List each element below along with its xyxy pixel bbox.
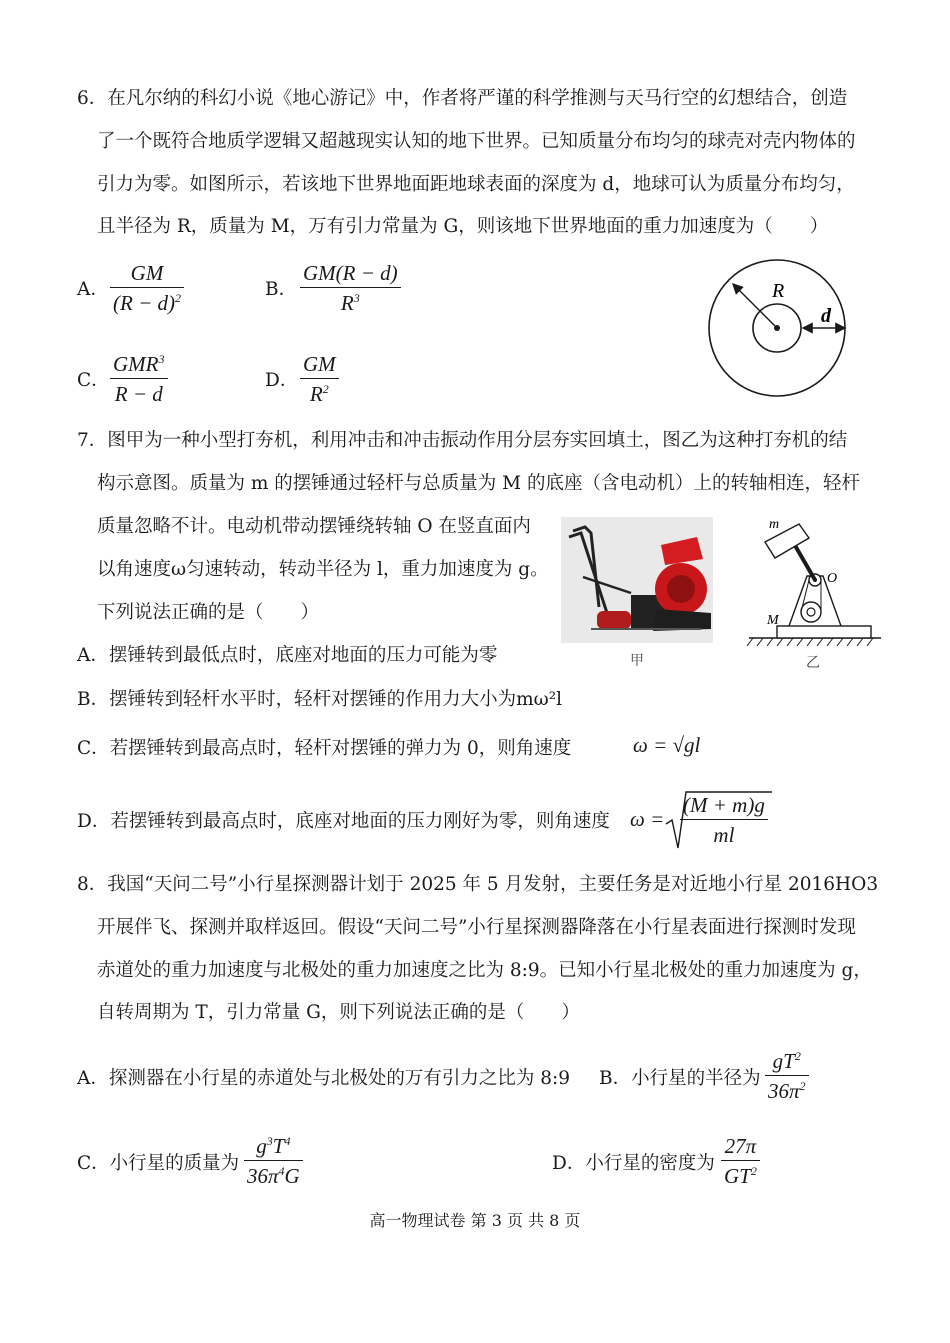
q6-a-denominator: $(R - d)^2$ [113, 291, 181, 315]
page-footer: 高一物理试卷 第 3 页 共 8 页 [369, 1211, 581, 1230]
q8-d-numerator: 27π [724, 1134, 757, 1158]
q6-option-a-formula [110, 260, 184, 316]
fraction-bar [300, 287, 401, 288]
motor-pulley [801, 602, 821, 622]
fraction-bar [300, 378, 339, 379]
figure-b-caption: 乙 [806, 655, 820, 671]
q8-option-c: C．小行星的质量为 [77, 1153, 240, 1174]
q8-d-denominator: $GT^2$ [724, 1164, 757, 1188]
radius-arrow [733, 284, 777, 328]
q8-option-c-formula [244, 1133, 303, 1189]
q7-d-numerator: (M + m)g [683, 793, 765, 817]
q6-c-denominator: R − d [114, 382, 163, 406]
q8-c-numerator: $g^3T^4$ [256, 1134, 291, 1158]
fraction-bar [765, 1075, 809, 1076]
q7-line-5: 下列说法正确的是（ ） [97, 602, 320, 623]
q6-option-d-label: D． [265, 370, 299, 391]
q6-line-2: 了一个既符合地质学逻辑又超越现实认知的地下世界。已知质量分布均匀的球壳对壳内物体的 [97, 131, 856, 152]
figure-a-caption: 甲 [630, 653, 644, 669]
fraction-bar [721, 1160, 760, 1161]
rammer-photo [561, 517, 713, 643]
q7-option-d: D．若摆锤转到最高点时，底座对地面的压力刚好为零，则角速度 [77, 811, 610, 832]
q8-option-b: B．小行星的半径为 [599, 1068, 761, 1089]
q7-option-b: B．摆锤转到轻杆水平时，轻杆对摆锤的作用力大小为mω²l [77, 689, 563, 710]
q6-d-numerator: GM [303, 352, 336, 376]
fraction-bar [110, 287, 184, 288]
q8-option-a: A．探测器在小行星的赤道处与北极处的万有引力之比为 8:9 [77, 1068, 571, 1089]
q8-c-denominator: $36\pi^4G$ [247, 1164, 300, 1188]
q7-option-d-formula [680, 792, 768, 848]
label-M: M [767, 613, 779, 628]
label-R: R [772, 280, 785, 302]
rammer-schematic-diagram [745, 516, 885, 650]
fraction-bar [244, 1160, 303, 1161]
q6-option-c-label: C． [77, 370, 110, 391]
earth-cross-section-diagram [705, 256, 855, 406]
fraction-bar [680, 819, 768, 820]
light-rod [793, 542, 815, 580]
rammer-machine-illustration [561, 517, 713, 643]
q8-line-3: 赤道处的重力加速度与北极处的重力加速度之比为 8:9。已知小行星北极处的重力加速度为 g， [97, 960, 872, 981]
q6-d-denominator: $R^2$ [309, 382, 329, 406]
base-plate [777, 626, 871, 638]
q8-option-d-formula [721, 1133, 760, 1189]
q6-option-c-formula [110, 351, 168, 407]
q7-option-c: C．若摆锤转到最高点时，轻杆对摆锤的弹力为 0，则角速度 [77, 738, 572, 759]
q6-a-numerator: GM [130, 261, 164, 285]
q8-b-numerator: $gT^2$ [772, 1049, 801, 1073]
label-d: d [821, 305, 831, 327]
q6-option-d-formula [300, 351, 339, 407]
q8-option-d: D．小行星的密度为 [552, 1153, 715, 1174]
q7-option-a: A．摆锤转到最低点时，底座对地面的压力可能为零 [77, 645, 498, 666]
q8-option-b-formula [765, 1048, 809, 1104]
q6-option-b-label: B． [265, 279, 298, 300]
label-m: m [769, 517, 780, 532]
q8-line-4: 自转周期为 T，引力常量 G，则下列说法正确的是（ ） [97, 1002, 580, 1023]
q6-c-numerator: GMR$^3$ [113, 352, 165, 376]
q8-b-denominator: $36\pi^2$ [768, 1079, 806, 1103]
q6-line-4: 且半径为 R，质量为 M，万有引力常量为 G，则该地下世界地面的重力加速度为（ ） [97, 216, 829, 237]
q7-line-1: 7．图甲为一种小型打夯机，利用冲击和冲击振动作用分层夯实回填土，图乙为这种打夯机的结 [77, 430, 848, 451]
q7-d-denominator: ml [713, 823, 735, 847]
q6-b-numerator: GM(R − d) [303, 261, 398, 285]
q7-line-2: 构示意图。质量为 m 的摆锤通过轻杆与总质量为 M 的底座（含电动机）上的转轴相连，轻杆 [97, 473, 861, 494]
q8-line-2: 开展伴飞、探测并取样返回。假设“天问二号”小行星探测器降落在小行星表面进行探测时发现 [97, 917, 856, 938]
q6-line-3: 引力为零。如图所示，若该地下世界地面距地球表面的深度为 d，地球可认为质量分布均匀， [97, 174, 855, 195]
q8-line-1: 8．我国“天问二号”小行星探测器计划于 2025 年 5 月发射，主要任务是对近地小行星 2016HO3 [77, 874, 879, 895]
fraction-bar [110, 378, 168, 379]
q7-option-c-formula: ω = √gl [633, 733, 701, 757]
q6-line-1: 6．在凡尔纳的科幻小说《地心游记》中，作者将严谨的科学推测与天马行空的幻想结合，创造 [77, 88, 848, 109]
label-O: O [827, 571, 838, 586]
q6-option-b-formula [300, 260, 401, 316]
q6-option-a-label: A． [77, 279, 109, 300]
q7-line-4: 以角速度ω匀速转动，转动半径为 l，重力加速度为 g。 [97, 559, 549, 580]
q6-b-denominator: $R^3$ [340, 291, 360, 315]
q7-option-d-omega: ω = [630, 807, 665, 831]
q7-line-3: 质量忽略不计。电动机带动摆锤绕转轴 O 在竖直面内 [97, 516, 531, 537]
